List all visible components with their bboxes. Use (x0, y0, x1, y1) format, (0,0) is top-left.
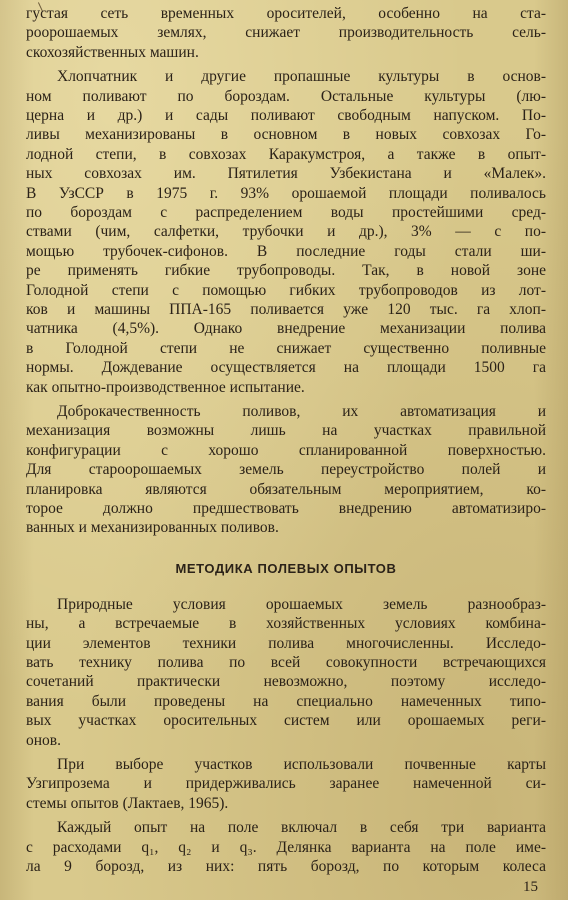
paragraph-2-line-3: церна и др.) и сады поливают свободным напуском. По- (26, 107, 546, 124)
paragraph-4-line-6: вания были проведены на специально намеченных типо- (26, 692, 546, 710)
paragraph-2-line-10: мощью трубочек-сифонов. В последние годы стали ши- (26, 242, 546, 260)
paragraph-3-line-3: конфигурации с хорошо спланированной поверхностью. (26, 441, 546, 459)
paragraph-3-line-5: планировка являются обязательным мероприятием, ко- (26, 480, 546, 498)
paragraph-6-line-3: ла 9 борозд, из них: пять борозд, по которым колеса (26, 858, 546, 875)
paragraph-2-line-15: в Голодной степи не снижает существенно поливные (26, 339, 546, 357)
paragraph-2-line-6: ных совхозах им. Пятилетия Узбекистана и «Малек». (26, 165, 546, 183)
paragraph-1-line-3: скохозяйственных машин. (26, 43, 199, 61)
paragraph-2-line-2: ном поливают по бороздам. Остальные культуры (лю- (26, 87, 546, 105)
paragraph-2-line-14: чатника (4,5%). Однако внедрение механизации полива (26, 320, 546, 338)
paragraph-4-line-8: онов. (26, 731, 61, 749)
paragraph-1-line-1: густая сеть временных оросителей, особенно на ста- (26, 5, 546, 22)
paragraph-5-line-1: При выборе участков использовали почвенные карты (57, 756, 546, 773)
paragraph-5-line-3: стемы опытов (Лактаев, 1965). (26, 794, 229, 812)
paragraph-6-line-1: Каждый опыт на поле включал в себя три варианта (57, 819, 546, 837)
paragraph-2-line-8: по бороздам с распределением воды простейшими сред- (26, 204, 546, 221)
paragraph-2-line-9: ствами (чим, салфетки, трубочки и др.), 3% — с по- (26, 223, 546, 241)
paragraph-2-line-5: лодной степи, в совхозах Каракумстроя, а также в опыт- (26, 145, 546, 163)
paragraph-2-line-1: Хлопчатник и другие пропашные культуры в основ- (57, 68, 546, 86)
paragraph-4-line-7: вых участках оросительных систем или орошаемых реги- (26, 712, 546, 730)
paragraph-2-line-7: В УзССР в 1975 г. 93% орошаемой площади поливалось (26, 184, 546, 202)
paragraph-2-line-4: ливы механизированы в основном в новых совхозах Го- (26, 126, 546, 144)
paragraph-3-line-2: механизация возможны лишь на участках правильной (26, 422, 546, 440)
paragraph-4-line-1: Природные условия орошаемых земель разнообраз- (57, 595, 546, 613)
paragraph-2-line-17: как опытно-производственное испытание. (26, 378, 305, 396)
paragraph-2-line-12: Голодной степи с помощью гибких трубопроводов из лот- (26, 281, 546, 299)
paragraph-1-line-2: роорошаемых землях, снижает производительность сель- (26, 24, 546, 42)
paragraph-2-line-16: нормы. Дождевание осуществляется на площади 1500 га (26, 359, 546, 377)
paragraph-3-line-1: Доброкачественность поливов, их автоматизация и (57, 403, 546, 420)
paragraph-5-line-2: Узгипрозема и придерживались заранее намеченной си- (26, 775, 546, 793)
paragraph-6-line-2: с расходами q₁, q₂ и q₃. Делянка варианта на поле име- (26, 838, 546, 856)
paragraph-4-line-4: вать технику полива по всей совокупности встречающихся (26, 654, 546, 671)
paragraph-2-line-13: ков и машины ППА-165 поливается уже 120 тыс. га хлоп- (26, 301, 546, 318)
paragraph-2-line-11: ре применять гибкие трубопроводы. Так, в новой зоне (26, 262, 546, 280)
paragraph-4-line-2: ны, а встречаемые в хозяйственных условиях комбина- (26, 615, 546, 633)
paragraph-4-line-3: ции элементов техники полива многочисленны. Исследо- (26, 634, 546, 652)
paragraph-3-line-4: Для староорошаемых земель переустройство полей и (26, 461, 546, 479)
section-heading: МЕТОДИКА ПОЛЕВЫХ ОПЫТОВ (175, 560, 397, 576)
book-page (26, 2, 546, 898)
paragraph-4-line-5: сочетаний практически невозможно, поэтому исследо- (26, 673, 546, 691)
paragraph-3-line-7: ванных и механизированных поливов. (26, 519, 279, 537)
page-number: 15 (523, 879, 538, 895)
paragraph-3-line-6: торое должно предшествовать внедрению автоматизиро- (26, 500, 546, 517)
